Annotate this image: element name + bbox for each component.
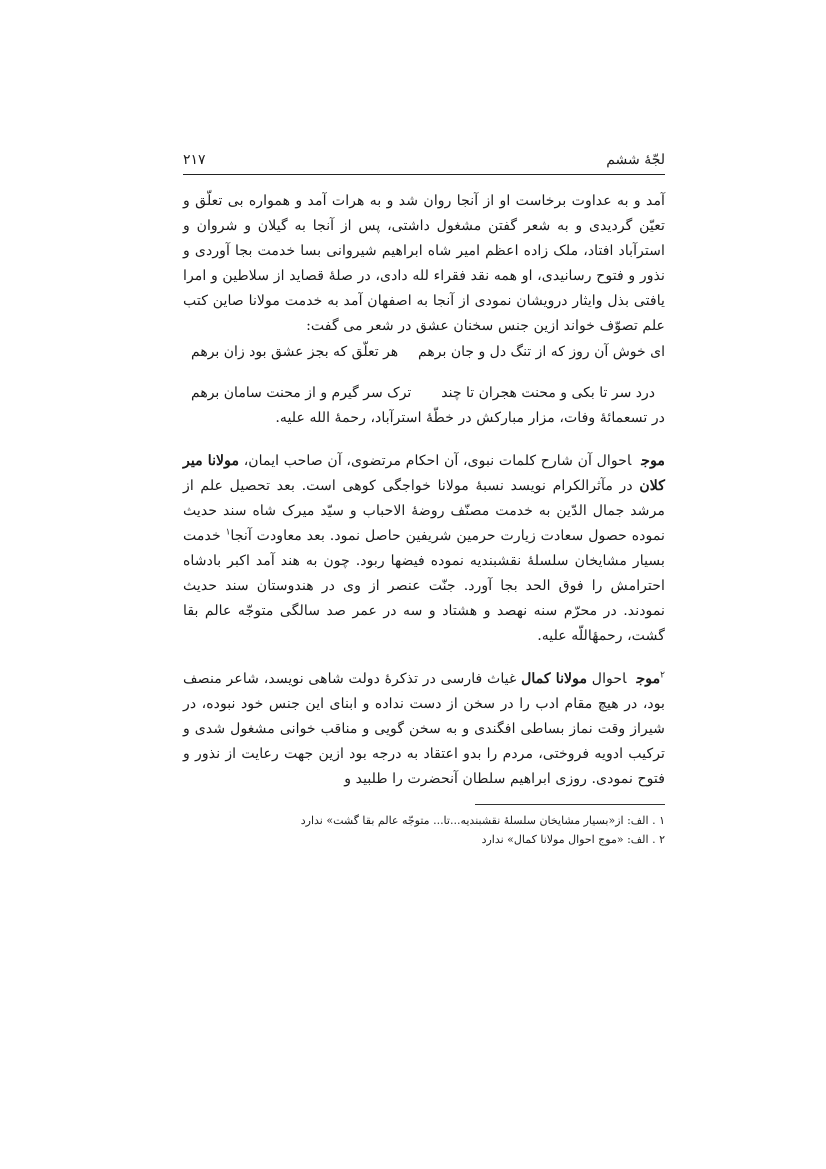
section-keyword: موج — [636, 671, 661, 687]
paragraph-4-text-a: احوال — [591, 671, 627, 687]
paragraph-3-text-c: خدمت بسیار مشایخان سلسلهٔ نقشبندیه نموده فیضها ربود. چون به هند آمد اکبر بادشاه احترامش را فوق الحد بجا آورد. جنّت عنصر از وی در هندوستان سند حدیث نمودند. در محرّم سنه نهصد و هشتاد و سه در عمر صد سالگی متوجّه عالم بقا گشت، رحمهٔاللّه علیه. — [183, 528, 665, 644]
paragraph-3-text-b: در مآثرالکرام نویسد نسبهٔ مولانا خواجگی کوهی است. بعد تحصیل علم از مرشد جمال الدّین به خدمت مصنّف روضهٔ الاحباب و سیّد میرک شاه سند حدیث نموده حصول سعادت زیارت حرمین شریفین حاصل نمود. بعد معاودت آنجا — [183, 478, 665, 544]
paragraph-3-text-a: احوال آن شارح کلمات نبوی، آن احکام مرتضوی، آن صاحب ایمان، — [243, 453, 632, 469]
main-text — [183, 189, 665, 792]
paragraph-4-text-b: غیاث فارسی در تذکرهٔ دولت شاهی نویسد، شاعر منصف بود، در هیچ مقام ادب را در سخن از دست نداده و ابنای این جنس خود نبوده، در شیراز وقت نماز بساطی افگندی و به سخن گویی و مناقب خوانی مشغول شدی و ترکیب ادویه فروختی، مردم را بدو اعتقاد به درجه بود ازین جهت رعایت از نذور و فتوح نمودی. روزی ابراهیم سلطان آنحضرت را طلبید و — [183, 671, 665, 787]
footnotes — [183, 811, 665, 849]
footnote-2: ۲ . الف: «موج احوال مولانا کمال» ندارد — [481, 833, 665, 846]
paragraph-2: در تسعمائهٔ وفات، مزار مبارکش در خطّهٔ استرآباد، رحمهٔ الله علیه. — [275, 410, 665, 426]
person-name-mir-kalan: مولانا میر کلان — [183, 453, 666, 494]
footnote-separator — [475, 804, 665, 805]
verse-1-hemistich-2: هر تعلّق که بجز عشق بود زان برهم — [191, 344, 399, 360]
chapter-title: لجّهٔ ششم — [606, 152, 665, 168]
paragraph-1: آمد و به عداوت برخاست او از آنجا روان شد و به هرات آمد و همواره بی تعلّق و تعیّن گردیدی و به شعر گفتن مشغول داشتی، پس از آنجا به گیلان و شروان و استرآباد افتاد، ملک زاده اعظم امیر شاه ابراهیم شیروانی بسا خدمت بجا آوردی و نذور و فتوح رسانیدی، او همه نقد فقراء لله دادی، در صلهٔ قصاید از سلاطین و امرا یافتی بذل وایثار درویشان نمودی از آنجا به اصفهان آمد به خدمت مولانا صاین کتب علم تصوّف خواند ازین جنس سخنان عشق در شعر می گفت: — [183, 193, 665, 334]
footnote-1: ۱ . الف: از«بسیار مشایخان سلسلهٔ نقشبندیه...تا... متوجّه عالم بقا گشت» ندارد — [300, 814, 665, 827]
paragraph-4 — [183, 667, 665, 792]
verse-2-hemistich-1: درد سر تا بکی و محنت هجران تا چند — [441, 385, 655, 401]
paragraph-3 — [183, 449, 665, 649]
section-keyword: موج — [641, 453, 665, 469]
person-name-kamal: مولانا کمال — [521, 671, 588, 687]
footnote-marker-1: ۱ — [225, 527, 231, 538]
verse-line-1 — [183, 340, 665, 365]
verse-2-hemistich-2: ترک سر گیرم و از محنت سامان برهم — [191, 385, 412, 401]
footnote-marker-2: ۲ — [660, 670, 666, 681]
book-page — [183, 140, 665, 1040]
verse-1-hemistich-1: ای خوش آن روز که از تنگ دل و جان برهم — [418, 344, 665, 360]
verse-line-2 — [183, 381, 665, 406]
running-header — [183, 140, 665, 175]
page-number: ۲۱۷ — [183, 152, 206, 168]
